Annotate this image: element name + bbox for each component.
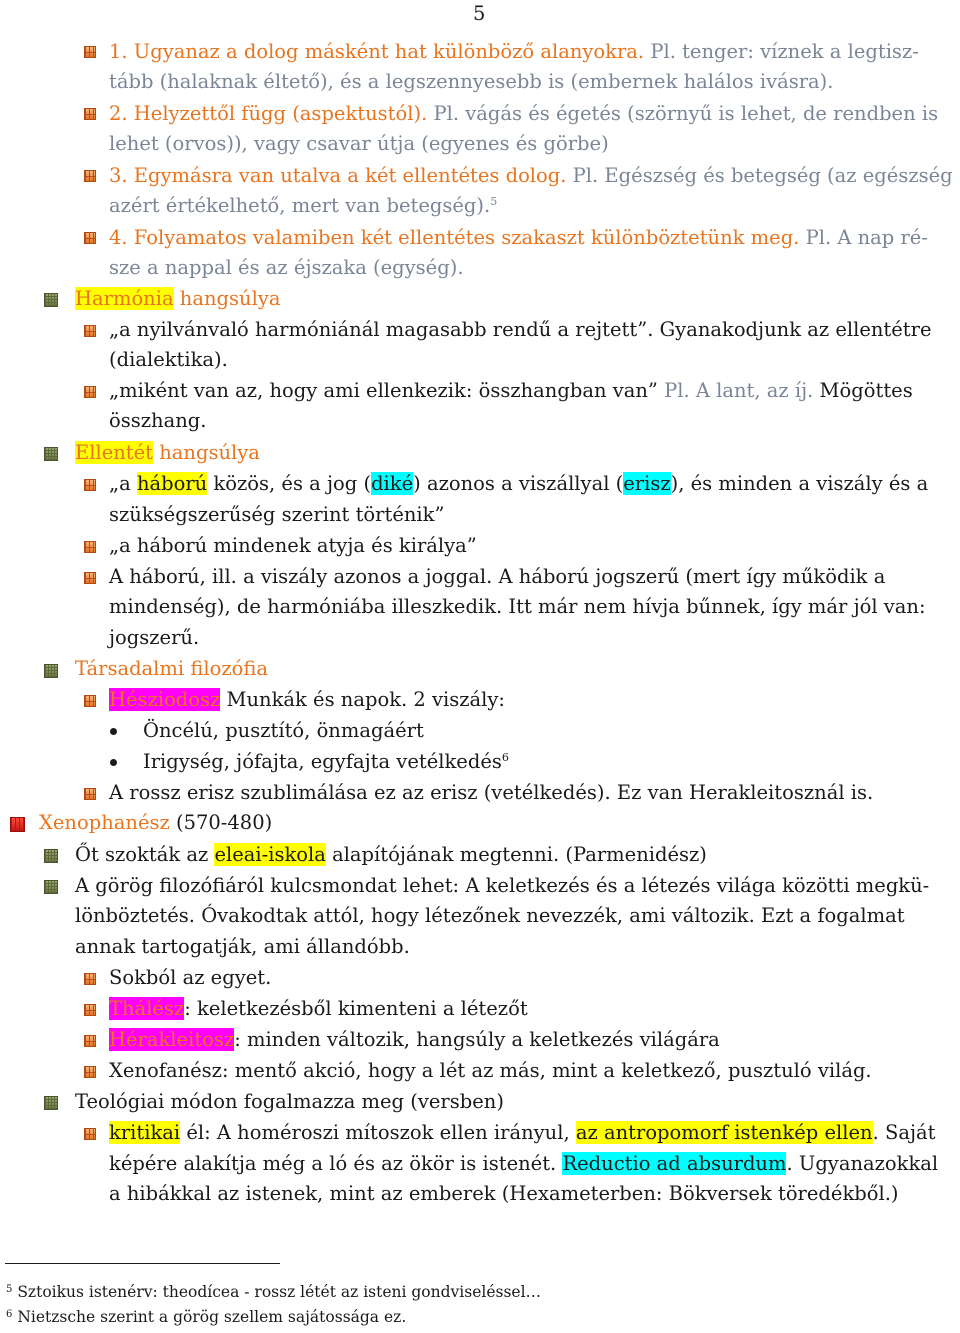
item-text: Xenofanész: mentő akció, hogy a lét az más, mint a keletkező, pusztuló világ. (109, 1059, 872, 1082)
bullet-icon (84, 1066, 96, 1078)
quote-text: „a (109, 472, 137, 495)
example-text: lehet (orvos)), vagy csavar útja (egyenes és görbe) (109, 132, 609, 155)
bullet-icon (84, 46, 96, 58)
footnote-mark: 5 (6, 1284, 13, 1295)
list-item (109, 472, 928, 496)
bullet-icon (44, 880, 58, 894)
footnote (6, 1307, 406, 1327)
footnote-text: Sztoikus istenérv: theodícea - rossz létét az isteni gondviseléssel… (17, 1283, 542, 1301)
bullet-icon (84, 541, 96, 553)
item-text: : minden változik, hangsúly a keletkezés világára (234, 1028, 720, 1051)
list-item (143, 750, 509, 774)
list-item: Öncélú, pusztító, önmagáért (143, 719, 424, 742)
heading (75, 287, 280, 311)
list-item (109, 997, 528, 1021)
quote-text: szükségszerűség szerint történik” (109, 503, 445, 526)
bullet-icon (44, 293, 58, 307)
footnote-mark: 6 (6, 1309, 13, 1320)
bullet-icon (84, 170, 96, 182)
bullet-icon (84, 695, 96, 707)
section-heading (39, 811, 272, 835)
item-text: mindenség), de harmóniába illeszkedik. Itt már nem hívja bűnnek, így már jól van: (109, 595, 926, 618)
list-item (109, 1028, 720, 1052)
list-item-cont (109, 194, 497, 218)
bullet-icon (10, 817, 25, 832)
footnote-ref[interactable]: 5 (490, 195, 498, 208)
quote-text: „miként van az, hogy ami ellenkezik: összhangban van” (109, 379, 658, 402)
quote-text: „a háború mindenek atyja és királya” (109, 534, 477, 557)
list-item (75, 843, 707, 867)
heading: Társadalmi filozófia (75, 657, 268, 680)
example-text: azért értékelhető, mert van betegség). (109, 194, 491, 217)
footnote-divider (5, 1263, 280, 1264)
highlight: diké (371, 472, 414, 495)
example-text: Pl. A lant, az íj. (657, 379, 814, 402)
bullet-icon (84, 386, 96, 398)
item-text: Munkák és napok. 2 viszály: (220, 688, 506, 711)
item-text: Sokból az egyet. (109, 966, 272, 989)
list-item (109, 226, 928, 250)
quote-text: ) azonos a viszállyal ( (413, 472, 624, 495)
bullet-dot-icon (110, 728, 117, 735)
bullet-icon (84, 1004, 96, 1016)
bullet-icon (84, 1035, 96, 1047)
item-text: a hibákkal az istenek, mint az emberek (Hexameterben: Bökversek töredékből.) (109, 1182, 899, 1205)
heading-text: hangsúlya (153, 441, 260, 464)
item-text: jogszerű. (109, 626, 200, 649)
quote-text: „a nyilvánvaló harmóniánál magasabb rendű a rejtett”. Gyanakodjunk az ellentétre (109, 318, 932, 341)
bullet-icon (44, 664, 58, 678)
item-text: annak tartogatják, ami állandóbb. (75, 935, 410, 958)
bullet-icon (84, 788, 96, 800)
example-text: tább (halaknak éltető), és a legszennyesebb is (embernek halálos ivásra). (109, 70, 834, 93)
highlight: erisz (623, 472, 671, 495)
quote-text: közös, és a jog ( (207, 472, 372, 495)
item-text: Őt szokták az (75, 843, 215, 866)
item-text: Mögöttes (813, 379, 913, 402)
bullet-icon (84, 232, 96, 244)
list-item (109, 688, 505, 712)
item-text: 3. Egymásra van utalva a két ellentétes dolog. (109, 164, 567, 187)
item-text: képére alakítja még a ló és az ökör is istenét. (109, 1152, 563, 1175)
item-text: . Saját (872, 1121, 936, 1144)
bullet-icon (44, 849, 58, 863)
list-item-cont (109, 1152, 938, 1176)
page-number: 5 (473, 2, 486, 25)
highlight: Thálész (109, 997, 185, 1020)
item-text: Irigység, jófajta, egyfajta vetélkedés (143, 750, 502, 773)
heading (75, 441, 260, 465)
item-text: alapítójának megtenni. (Parmenidész) (325, 843, 707, 866)
highlight: háború (136, 472, 208, 495)
footnote-ref[interactable]: 6 (501, 751, 509, 764)
item-text: 2. Helyzettől függ (aspektustól). (109, 102, 428, 125)
item-text: 4. Folyamatos valamiben két ellentétes szakaszt különböztetünk meg. (109, 226, 800, 249)
list-item (109, 1121, 935, 1145)
quote-text: (dialektika). (109, 348, 228, 371)
item-text: 1. Ugyanaz a dolog másként hat különböző alanyokra. (109, 40, 645, 63)
bullet-icon (84, 479, 96, 491)
list-item (109, 379, 913, 403)
example-text: sze a nappal és az éjszaka (egység). (109, 256, 464, 279)
highlight: kritikai (109, 1121, 181, 1144)
bullet-icon (84, 325, 96, 337)
heading-text: hangsúlya (173, 287, 281, 310)
heading: Teológiai módon fogalmazza meg (versben) (75, 1090, 504, 1113)
item-text: . Ugyanazokkal (786, 1152, 939, 1175)
item-text: él: A homéroszi mítoszok ellen irányul, (180, 1121, 576, 1144)
example-text: Pl. A nap ré- (799, 226, 928, 249)
highlight: Ellentét (75, 441, 154, 464)
example-text: Pl. vágás és égetés (szörnyű is lehet, de rendben is (427, 102, 939, 125)
highlight: Hésziodosz (109, 688, 221, 711)
item-text: A görög filozófiáról kulcsmondat lehet: A keletkezés és a létezés világa közötti megkü- (75, 874, 930, 897)
bullet-dot-icon (110, 759, 117, 766)
section-years: (570-480) (169, 811, 273, 834)
example-text: Pl. tenger: víznek a legtisz- (644, 40, 919, 63)
bullet-icon (44, 1096, 58, 1110)
bullet-icon (84, 973, 96, 985)
highlight: az antropomorf istenkép ellen (575, 1121, 873, 1144)
footnote-text: Nietzsche szerint a görög szellem sajátossága ez. (17, 1308, 407, 1326)
list-item (109, 40, 919, 64)
bullet-icon (84, 108, 96, 120)
footnote (6, 1282, 541, 1302)
section-title: Xenophanész (39, 811, 170, 834)
list-item (109, 164, 953, 188)
item-text: A háború, ill. a viszály azonos a joggal. A háború jogszerű (mert így működik a (109, 565, 886, 588)
highlight: Reductio ad absurdum (562, 1152, 787, 1175)
quote-text: ), és minden a viszály és a (670, 472, 929, 495)
bullet-icon (44, 447, 58, 461)
item-text: összhang. (109, 409, 207, 432)
bullet-icon (84, 1128, 96, 1140)
item-text: : keletkezésből kimenteni a létezőt (184, 997, 528, 1020)
example-text: Pl. Egészség és betegség (az egészség (566, 164, 953, 187)
item-text: A rossz erisz szublimálása ez az erisz (vetélkedés). Ez van Herakleitosznál is. (109, 781, 874, 804)
bullet-icon (84, 572, 96, 584)
item-text: lönböztetés. Óvakodtak attól, hogy létezőnek nevezzék, ami változik. Ezt a fogalmat (75, 904, 905, 927)
highlight: Harmónia (75, 287, 174, 310)
highlight: Hérakleitosz (109, 1028, 235, 1051)
highlight: eleai-iskola (214, 843, 326, 866)
list-item (109, 102, 938, 126)
